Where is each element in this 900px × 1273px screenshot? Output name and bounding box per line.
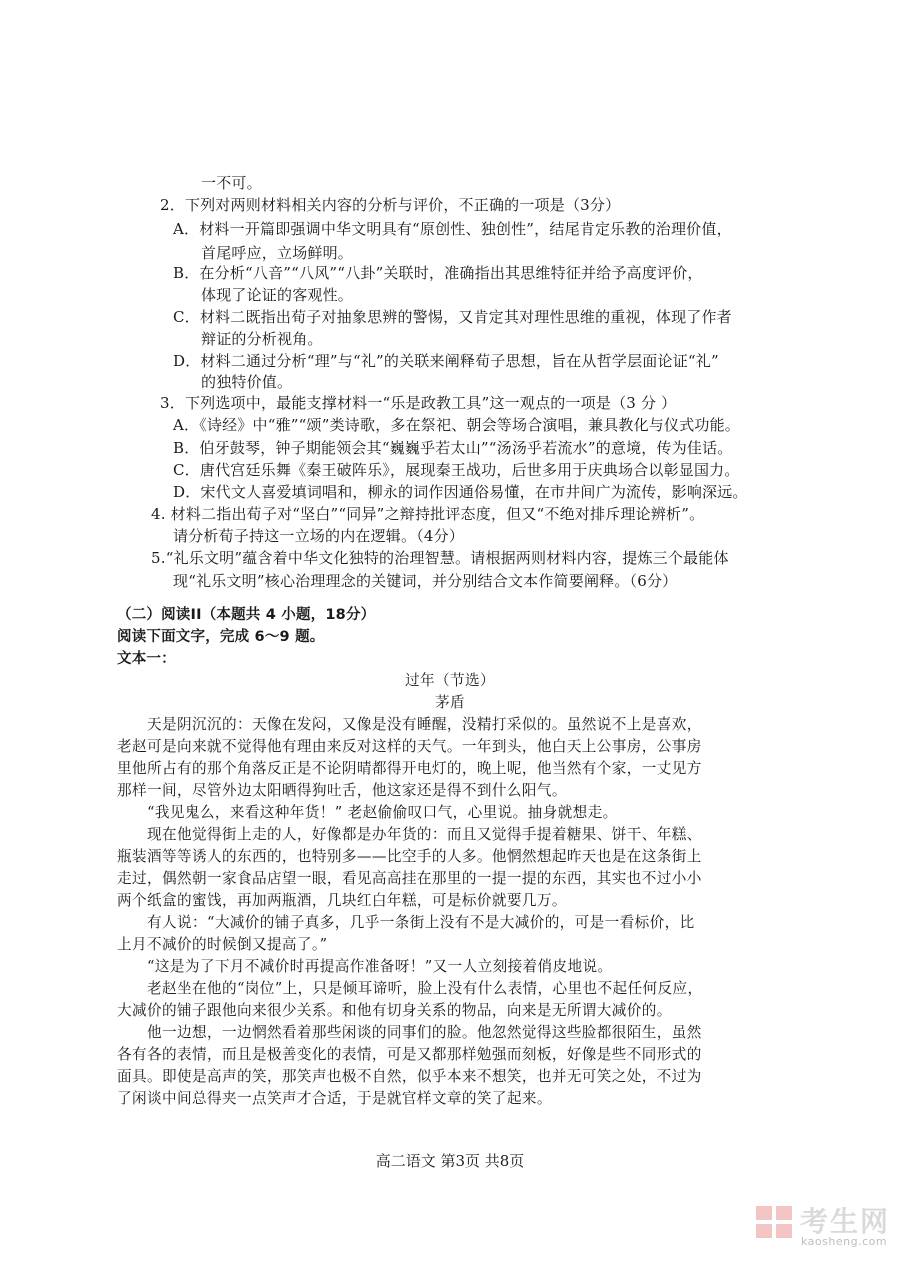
passage-line: 有人说：“大减价的铺子真多，几乎一条街上没有不是大减价的，可是一看标价，比 [117, 914, 695, 931]
watermark [754, 1200, 894, 1250]
q2-stem: 2．下列对两则材料相关内容的分析与评价，不正确的一项是（3分） [160, 196, 621, 214]
watermark-logo-icon [754, 1202, 794, 1242]
q2-option-c-cont: 辩证的分析视角。 [201, 330, 323, 348]
section-heading: （二）阅读II（本题共 4 小题，18分） [117, 607, 376, 623]
passage-title: 过年（节选） [405, 672, 495, 689]
passage-line: 走过，偶然朝一家食品店望一眼，看见高高挂在那里的一提一提的东西，其实也不过小小 [117, 870, 702, 887]
q2-option-d: D．材料二通过分析“理”与“礼”的关联来阐释荀子思想，旨在从哲学层面论证“礼” [173, 352, 719, 370]
watermark-url: kaosheng.com [801, 1235, 888, 1248]
q3-stem: 3．下列选项中，最能支撑材料一“乐是政教工具”这一观点的一项是（3 分 ） [160, 394, 677, 412]
q2-option-a-cont: 首尾呼应，立场鲜明。 [201, 244, 354, 262]
q3-option-d: D．宋代文人喜爱填词唱和，柳永的词作因通俗易懂，在市井间广为流传，影响深远。 [173, 483, 748, 501]
passage-line: 那样一间，尽管外边太阳晒得狗吐舌，他这家还是得不到什么阳气。 [117, 782, 567, 799]
text-label: 文本一： [117, 651, 176, 667]
section-instruction: 阅读下面文字，完成 6～9 题。 [117, 629, 325, 645]
q3-option-a: A．《诗经》中“雅”“颂”类诗歌，多在祭祀、朝会等场合演唱，兼具教化与仪式功能。 [173, 416, 741, 434]
passage-line: 各有各的表情，而且是极善变化的表情，可是又都那样勉强而刻板，好像是些不同形式的 [117, 1046, 702, 1063]
passage-line: 瓶装酒等等诱人的东西的，也特别多——比空手的人多。他惘然想起昨天也是在这条街上 [117, 848, 702, 865]
passage-line: 天是阴沉沉的：天像在发闷，又像是没有睡醒，没精打采似的。虽然说不上是喜欢， [117, 716, 702, 733]
q4-line-1: 4. 材料二指出荀子对“坚白”“同异”之辩持批评态度，但又“不绝对排斥理论辨析”。 [151, 505, 705, 523]
passage-line: 老赵坐在他的“岗位”上，只是倾耳谛听，脸上没有什么表情，心里也不起任何反应， [117, 980, 703, 997]
q2-option-a: A．材料一开篇即强调中华文明具有“原创性、独创性”，结尾肯定乐教的治理价值， [173, 220, 732, 238]
q2-option-b: B．在分析“八音”“八风”“八卦”关联时，准确指出其思维特征并给予高度评价， [173, 264, 703, 282]
q3-option-c: C．唐代宫廷乐舞《秦王破阵乐》，展现秦王战功，后世多用于庆典场合以彰显国力。 [173, 461, 740, 479]
passage-author: 茅盾 [435, 694, 465, 711]
passage-line: 他一边想，一边惘然看着那些闲谈的同事们的脸。他忽然觉得这些脸都很陌生，虽然 [117, 1024, 702, 1041]
q2-option-c: C．材料二既指出荀子对抽象思辨的警惕，又肯定其对理性思维的重视，体现了作者 [173, 308, 732, 326]
q1-tail: 一不可。 [201, 174, 262, 192]
passage-line: 两个纸盒的蜜饯，再加两瓶酒，几块红白年糕，可是标价就要几万。 [117, 892, 567, 909]
passage-line: “我见鬼么，来看这种年货！” 老赵偷偷叹口气，心里说。抽身就想走。 [117, 804, 618, 821]
q4-line-2: 请分析荀子持这一立场的内在逻辑。（4分） [173, 527, 465, 545]
q5-line-1: 5.“礼乐文明”蕴含着中华文化独特的治理智慧。请根据两则材料内容，提炼三个最能体 [151, 549, 729, 567]
q5-line-2: 现“礼乐文明”核心治理理念的关键词，并分别结合文本作简要阐释。（6分） [173, 572, 678, 590]
passage-line: 面具。即使是高声的笑，那笑声也极不自然，似乎本来不想笑，也并无可笑之处，不过为 [117, 1068, 702, 1085]
passage-line: 大减价的铺子跟他向来很少关系。和他有切身关系的物品，向来是无所谓大减价的。 [117, 1002, 672, 1019]
watermark-name: 考生网 [800, 1205, 891, 1238]
passage-line: 了闲谈中间总得夹一点笑声才合适，于是就官样文章的笑了起来。 [117, 1090, 552, 1107]
q3-option-b: B．伯牙鼓琴，钟子期能领会其“巍巍乎若太山”“汤汤乎若流水”的意境，传为佳话。 [173, 439, 733, 457]
passage-line: 上月不减价的时候倒又提高了。” [117, 936, 328, 953]
q2-option-d-cont: 的独特价值。 [201, 373, 293, 391]
page-footer: 高二语文 第3页 共8页 [375, 1152, 525, 1170]
passage-line: 里他所占有的那个角落反正是不论阴晴都得开电灯的，晚上呢，他当然有个家，一丈见方 [117, 760, 702, 777]
passage-line: 老赵可是向来就不觉得他有理由来反对这样的天气。一年到头，他白天上公事房，公事房 [117, 738, 702, 755]
passage-line: “这是为了下月不减价时再提高作准备呀！”又一人立刻接着俏皮地说。 [117, 958, 613, 975]
passage-line: 现在他觉得街上走的人，好像都是办年货的：而且又觉得手提着糖果、饼干、年糕、 [117, 826, 702, 843]
q2-option-b-cont: 体现了论证的客观性。 [201, 286, 354, 304]
